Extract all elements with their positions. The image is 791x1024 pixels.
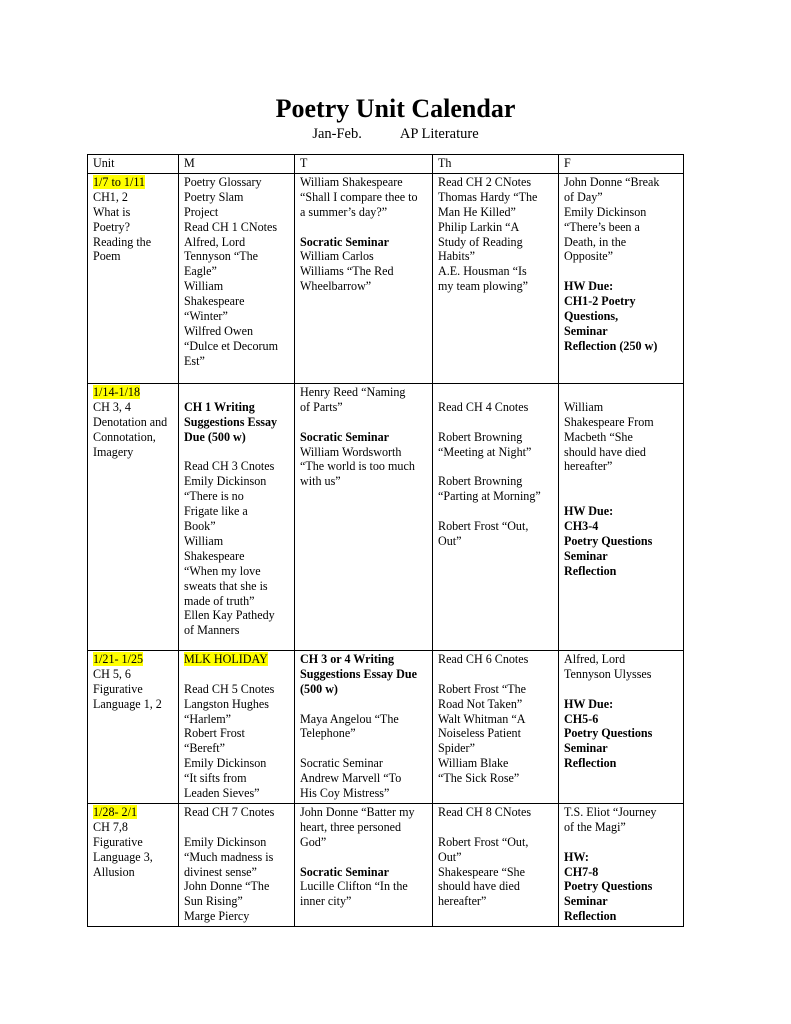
cell-line: Marge Piercy	[184, 909, 250, 924]
cell-line: Alfred, Lord	[564, 651, 626, 666]
cell-lines	[184, 682, 291, 801]
header-row	[88, 155, 684, 174]
cell-lines	[438, 175, 555, 294]
cell-line: Read CH 6 Cnotes	[438, 651, 529, 666]
tuesday-cell	[295, 173, 433, 383]
week-row-2	[88, 383, 684, 650]
cell-line: Suggestions Essay Due	[300, 666, 417, 681]
cell-line: Shakespeare “She	[438, 864, 525, 879]
cell-lines	[438, 805, 555, 820]
cell-line: Man He Killed”	[438, 204, 516, 219]
cell-line: Robert Frost “Out,	[438, 519, 529, 533]
cell-line: Frigate like a	[184, 504, 248, 519]
cell-lines	[184, 400, 291, 445]
cell-line: CH 1 Writing	[184, 399, 255, 414]
cell-line: Tennyson “The	[184, 249, 259, 264]
week-row-4	[88, 803, 684, 926]
cell-line: Language 3,	[93, 849, 153, 864]
cell-line: Read CH 7 Cnotes	[184, 804, 275, 819]
cell-line: CH1-2 Poetry	[564, 294, 636, 309]
cell-line: Read CH 1 CNotes	[184, 219, 278, 234]
cell-line: Reflection	[564, 563, 617, 578]
cell-line: Walt Whitman “A	[438, 711, 526, 726]
week-range: 1/28- 2/1	[93, 804, 138, 819]
cell-line: Opposite”	[564, 249, 614, 264]
cell-lines	[184, 835, 291, 924]
cell-line: Poetry Slam	[184, 189, 244, 204]
cell-line: A.E. Housman “Is	[438, 264, 527, 279]
cell-line: Williams “The Red	[300, 264, 394, 279]
cell-line: should have died	[438, 879, 520, 894]
week-row-3	[88, 650, 684, 803]
cell-line: God”	[300, 834, 327, 849]
tuesday-cell	[295, 803, 433, 926]
cell-line: Road Not Taken”	[438, 696, 523, 711]
cell-line: CH 5, 6	[93, 666, 131, 681]
cell-line: John Donne “Break	[564, 174, 660, 189]
week-row-1	[88, 173, 684, 383]
cell-line: Reading the	[93, 234, 152, 249]
cell-line: Robert Browning	[438, 474, 523, 489]
cell-line: “Shall I compare thee to	[300, 189, 418, 204]
cell-line: Philip Larkin “A	[438, 219, 520, 234]
seminar-label: Socratic Seminar	[300, 429, 390, 444]
cell-lines	[564, 697, 680, 772]
unit-cell	[88, 650, 179, 803]
cell-line: T.S. Eliot “Journey	[564, 804, 657, 819]
cell-line: What is	[93, 204, 131, 219]
week-range: 1/7 to 1/11	[93, 174, 145, 189]
cell-line: CH 7,8	[93, 819, 128, 834]
cell-line: Read CH 3 Cnotes	[184, 459, 275, 474]
cell-line: Tennyson Ulysses	[564, 666, 652, 681]
cell-line: sweats that she is	[184, 578, 268, 593]
cell-line: Macbeth “She	[564, 429, 633, 444]
cell-lines	[300, 879, 429, 909]
cell-line: Seminar	[564, 548, 608, 563]
cell-line: (500 w)	[300, 681, 338, 696]
tuesday-cell	[295, 383, 433, 650]
tuesday-cell	[295, 650, 433, 803]
header-friday: F	[559, 155, 684, 174]
calendar-table	[87, 154, 684, 927]
cell-line: “The world is too much	[300, 459, 415, 474]
cell-line: Denotation and	[93, 414, 168, 429]
cell-lines	[93, 400, 175, 460]
cell-line: Death, in the	[564, 234, 627, 249]
cell-line: William Blake	[438, 756, 509, 771]
cell-line: Emily Dickinson	[184, 474, 267, 489]
cell-line: HW:	[564, 849, 589, 864]
cell-line: Study of Reading	[438, 234, 523, 249]
cell-line: of Manners	[184, 623, 240, 638]
cell-line: “Winter”	[184, 309, 228, 324]
thursday-cell	[433, 383, 559, 650]
cell-line: Figurative	[93, 834, 143, 849]
cell-line: Figurative	[93, 681, 143, 696]
cell-line: “Parting at Morning”	[438, 489, 541, 504]
cell-line: “Harlem”	[184, 711, 231, 726]
cell-lines	[564, 850, 680, 925]
seminar-label: Socratic Seminar	[300, 234, 390, 249]
date-range: Jan-Feb.	[312, 125, 362, 142]
cell-line: William	[184, 279, 224, 294]
cell-line: “It sifts from	[184, 771, 247, 786]
unit-cell	[88, 383, 179, 650]
cell-lines	[300, 805, 429, 850]
cell-lines	[438, 835, 555, 910]
cell-line: His Coy Mistress”	[300, 786, 390, 801]
cell-line: Shakespeare	[184, 548, 245, 563]
cell-lines	[300, 756, 429, 801]
cell-line: Langston Hughes	[184, 696, 269, 711]
cell-line: Emily Dickinson	[184, 834, 267, 849]
cell-line: CH3-4	[564, 519, 599, 534]
thursday-cell	[433, 173, 559, 383]
cell-line: Sun Rising”	[184, 894, 243, 909]
cell-line: “There is no	[184, 489, 244, 504]
cell-lines	[184, 459, 291, 638]
cell-line: Wheelbarrow”	[300, 279, 372, 294]
unit-cell	[88, 803, 179, 926]
header-unit: Unit	[88, 155, 179, 174]
cell-line: Noiseless Patient	[438, 726, 521, 741]
holiday-label: MLK HOLIDAY	[184, 651, 268, 666]
cell-line: Poetry Questions	[564, 533, 653, 548]
cell-lines	[93, 820, 175, 880]
cell-line: Telephone”	[300, 726, 356, 741]
cell-line: Thomas Hardy “The	[438, 189, 538, 204]
cell-line: John Donne “The	[184, 879, 270, 894]
cell-lines	[438, 400, 555, 415]
thursday-cell	[433, 803, 559, 926]
cell-line: Spider”	[438, 741, 475, 756]
cell-line: CH5-6	[564, 711, 599, 726]
monday-cell	[179, 173, 295, 383]
cell-lines	[93, 667, 175, 712]
cell-line: Questions,	[564, 309, 619, 324]
cell-line: should have died	[564, 444, 646, 459]
cell-line: Robert Frost “Out,	[438, 834, 529, 849]
cell-lines	[300, 445, 429, 490]
cell-line: Reflection	[564, 909, 617, 924]
cell-line: Lucille Clifton “In the	[300, 879, 408, 894]
cell-line: Due (500 w)	[184, 429, 246, 444]
cell-line: Out”	[438, 533, 462, 548]
cell-line: Imagery	[93, 444, 134, 459]
cell-line: heart, three personed	[300, 819, 402, 834]
cell-lines	[438, 430, 555, 460]
monday-cell	[179, 803, 295, 926]
header-tuesday: T	[295, 155, 433, 174]
cell-line: William Wordsworth	[300, 444, 402, 459]
thursday-cell	[433, 650, 559, 803]
cell-line: William	[184, 533, 224, 548]
page-subtitle	[0, 123, 791, 143]
cell-line: “There’s been a	[564, 219, 640, 234]
seminar-label: Socratic Seminar	[300, 864, 390, 879]
cell-lines	[564, 400, 680, 475]
cell-line: Robert Browning	[438, 429, 523, 444]
cell-line: Language 1, 2	[93, 696, 162, 711]
cell-line: Ellen Kay Pathedy	[184, 608, 275, 623]
cell-line: William	[564, 399, 604, 414]
cell-line: Read CH 5 Cnotes	[184, 681, 275, 696]
cell-line: Emily Dickinson	[564, 204, 647, 219]
cell-line: Wilfred Owen	[184, 323, 254, 338]
cell-line: William Carlos	[300, 249, 374, 264]
week-range: 1/21- 1/25	[93, 651, 144, 666]
week-range: 1/14-1/18	[93, 384, 141, 399]
unit-cell	[88, 173, 179, 383]
cell-line: Reflection (250 w)	[564, 338, 658, 353]
cell-line: my team plowing”	[438, 279, 529, 294]
cell-line: Connotation,	[93, 429, 156, 444]
course-name: AP Literature	[399, 125, 479, 142]
cell-line: William Shakespeare	[300, 174, 403, 189]
cell-lines	[184, 175, 291, 369]
cell-line: of the Magi”	[564, 819, 626, 834]
cell-line: divinest sense”	[184, 864, 257, 879]
cell-line: Read CH 8 CNotes	[438, 804, 532, 819]
cell-line: Seminar	[564, 741, 608, 756]
cell-line: Est”	[184, 353, 205, 368]
cell-line: “Meeting at Night”	[438, 444, 532, 459]
cell-line: with us”	[300, 474, 341, 489]
cell-lines	[300, 385, 429, 415]
cell-lines	[438, 474, 555, 504]
cell-line: John Donne “Batter my	[300, 804, 415, 819]
cell-line: CH 3 or 4 Writing	[300, 651, 395, 666]
cell-line: Habits”	[438, 249, 475, 264]
cell-lines	[300, 652, 429, 697]
cell-lines	[184, 805, 291, 820]
cell-line: Emily Dickinson	[184, 756, 267, 771]
cell-line: hereafter”	[564, 459, 613, 474]
cell-line: Read CH 2 CNotes	[438, 174, 532, 189]
cell-line: a summer’s day?”	[300, 204, 388, 219]
cell-line: Allusion	[93, 864, 135, 879]
cell-line: Shakespeare From	[564, 414, 654, 429]
cell-line: Alfred, Lord	[184, 234, 246, 249]
cell-line: Eagle”	[184, 264, 217, 279]
header-thursday: Th	[433, 155, 559, 174]
cell-lines	[438, 682, 555, 786]
cell-line: Henry Reed “Naming	[300, 384, 406, 399]
cell-line: made of truth”	[184, 593, 255, 608]
cell-line: HW Due:	[564, 504, 614, 519]
page-title: Poetry Unit Calendar	[275, 94, 516, 123]
cell-lines	[564, 175, 680, 264]
cell-line: of Parts”	[300, 399, 343, 414]
cell-line: Robert Frost	[184, 726, 245, 741]
cell-lines	[438, 652, 555, 667]
friday-cell	[559, 383, 684, 650]
cell-line: Seminar	[564, 323, 608, 338]
cell-line: Poetry?	[93, 219, 130, 234]
cell-line: of Day”	[564, 189, 603, 204]
cell-line: CH 3, 4	[93, 399, 131, 414]
cell-line: CH7-8	[564, 864, 599, 879]
cell-line: Socratic Seminar	[300, 756, 383, 771]
cell-line: “Dulce et Decorum	[184, 338, 279, 353]
cell-line: Suggestions Essay	[184, 414, 278, 429]
cell-line: Shakespeare	[184, 294, 245, 309]
cell-lines	[300, 249, 429, 294]
cell-line: Poetry Questions	[564, 879, 653, 894]
friday-cell	[559, 173, 684, 383]
cell-line: Project	[184, 204, 219, 219]
cell-line: HW Due:	[564, 279, 614, 294]
cell-line: Seminar	[564, 894, 608, 909]
cell-line: “Much madness is	[184, 849, 274, 864]
cell-lines	[564, 805, 680, 835]
header-monday: M	[179, 155, 295, 174]
monday-cell	[179, 650, 295, 803]
friday-cell	[559, 803, 684, 926]
cell-line: “Bereft”	[184, 741, 225, 756]
cell-line: Reflection	[564, 756, 617, 771]
cell-lines	[93, 190, 175, 265]
cell-line: “The Sick Rose”	[438, 771, 520, 786]
cell-lines	[300, 175, 429, 220]
cell-line: HW Due:	[564, 696, 614, 711]
friday-cell	[559, 650, 684, 803]
cell-lines	[438, 519, 555, 549]
monday-cell	[179, 383, 295, 650]
cell-line: CH1, 2	[93, 189, 128, 204]
cell-line: Robert Frost “The	[438, 681, 526, 696]
cell-lines	[564, 279, 680, 354]
cell-line: Andrew Marvell “To	[300, 771, 402, 786]
cell-line: inner city”	[300, 894, 352, 909]
cell-line: hereafter”	[438, 894, 487, 909]
cell-line: Poetry Glossary	[184, 174, 262, 189]
cell-lines	[564, 504, 680, 579]
cell-line: Leaden Sieves”	[184, 786, 260, 801]
cell-line: Maya Angelou “The	[300, 711, 399, 726]
cell-line: “When my love	[184, 563, 261, 578]
cell-lines	[564, 652, 680, 682]
cell-line: Read CH 4 Cnotes	[438, 399, 529, 414]
cell-line: Out”	[438, 849, 462, 864]
cell-lines	[300, 712, 429, 742]
cell-line: Book”	[184, 519, 216, 534]
cell-line: Poem	[93, 249, 121, 264]
cell-line: Poetry Questions	[564, 726, 653, 741]
